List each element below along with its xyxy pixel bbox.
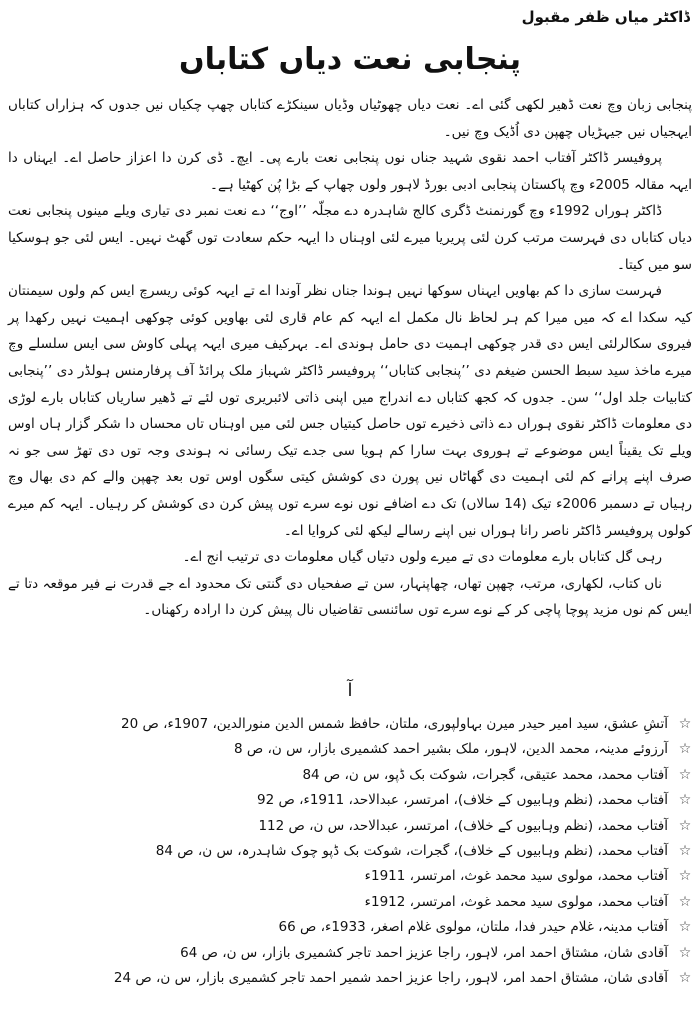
book-entry: آتشِ عشق، سید امیر حیدر میرن بہاولپوری، ملتان، حافظ شمس الدین منورالدین، 1907ء، ص 20 (121, 716, 668, 732)
list-item (0, 941, 700, 966)
book-entry: آفتاب محمد، (نظم وہابیوں کے خلاف)، امرتسر، عبدالاحد، س ن، ص 112 (258, 817, 668, 834)
list-item (0, 864, 700, 889)
star-icon: ☆ (678, 969, 692, 986)
paragraph: رہی گل کتاباں بارے معلومات دی تے میرے ولوں دتیاں گیاں معلومات دی ترتیب انج اے۔ (182, 549, 662, 566)
list-item (0, 915, 700, 940)
list-item (0, 763, 700, 788)
book-list (0, 712, 700, 991)
book-entry: آفتاب محمد، (نظم وہابیوں کے خلاف)، گجرات، شوکت بک ڈپو چوک شاہدرہ، س ن، ص 84 (155, 842, 668, 859)
book-entry: آفتاب محمد، محمد عتیقی، گجرات، شوکت بک ڈپو، س ن، ص 84 (302, 766, 668, 783)
section-letter: آ (347, 680, 353, 701)
star-icon: ☆ (678, 716, 692, 732)
author-name: ڈاکٹر میاں ظفر مقبول (521, 8, 690, 26)
star-icon: ☆ (678, 817, 692, 834)
book-entry: آقادی شان، مشتاق احمد امر، لاہور، راجا عزیز احمد شمیر احمد تاجر کشمیری بازار، س ن، ص 24 (113, 969, 668, 986)
star-icon: ☆ (678, 766, 692, 783)
star-icon: ☆ (678, 792, 692, 809)
paragraph: ناں کتاب، لکھاری، مرتب، چھپن تھاں، چھاپنہار، سن تے صفحیاں دی گنتی تک محدود اے جے قدرت نے فیر موقعہ دتا تے ایس کم نوں مزید پوچا پاچی کر کے نوے سرے توں سائنسی تقاضیاں نال پیش کرن دا ارادہ رکھناں۔ (8, 575, 692, 619)
book-entry: آقادی شان، مشتاق احمد امر، لاہور، راجا عزیز احمد تاجر کشمیری بازار، س ن، ص 64 (180, 944, 668, 961)
star-icon: ☆ (678, 919, 692, 936)
paragraph: پروفیسر ڈاکٹر آفتاب احمد نقوی شہید جناں نوں پنجابی نعت بارے پی۔ ایچ۔ ڈی کرن دا اعزاز حاصل اے۔ ایہناں دا ایہہ مقالہ 2005ء وچ پاکستان پنجابی ادبی بورڈ لاہور ولوں چھاپ کے بڑا پُن کھٹیا ہے۔ (8, 150, 692, 193)
article-title: پنجابی نعت دیاں کتاباں (179, 42, 521, 77)
paragraph: فہرست سازی دا کم بھاویں ایہناں سوکھا نہیں ہوندا جناں نظر آوندا اے تے ایہہ کوئی ریسرچ ایس کم ولوں سیمنتان کیہ سکدا اے کہ میں میرا کم ہر لحاظ نال مکمل اے ایہہ کم عام قاری لئی بھاویں کوئی چوکھی اہمیت نہیں رکھدا پر فیروی سکالرلئی ایس دی قدر چوکھی اہمیت دی حامل ہوندی اے۔ بہرکیف میری ایہہ پہلی کاوش سی ایس سلسلے وچ میرے ماخذ سید سبط الحسن ضیغم دی ’’پنجابی کتاباں‘‘ پروفیسر ڈاکٹر شہباز ملک پرائڈ آف پرفارمنس ہولڈر دی ’’پنجابی کتابیات جلد اول‘‘ سن۔ جدوں کہ کجھ کتاباں دے اندراج میں اپنی ذاتی لائبریری توں لئے تے ڈھیر ساریاں کتاباں بارے لوڑی دی معلومات ڈاکٹر نقوی ہوراں دے ذاتی ذخیرے توں حاصل کیتیاں جس لئی میں اوہناں تاں محساں دا شکر گزار ہاں اوس ویلے تک یقیناً ایس موضوعے تے ہوروی بہت سارا کم ہویا سی جدے تیک رسائی نہ ہوندی وجہ توں دی تھڑ سی جو نہ صرف اپنے پرانے کم لئی اہمیت دی گھاٹاں نیں پورن دی کوشش کیتی سگوں اوس توں بعد چھپن والے کم دی بھال وچ رہیاں تے دسمبر 2006ء تیک (14 سالاں) تک دے اضافے نوں نوے سرے توں پیش کرن دی کوشش کر رہیاں۔ ایہہ کم میرے کولوں پروفیسر ڈاکٹر ناصر رانا ہوراں نیں اپنے رسالے لیکھ لئی کروایا اے۔ (8, 283, 692, 539)
star-icon: ☆ (678, 868, 692, 885)
list-item (0, 814, 700, 839)
list-item (0, 737, 700, 762)
list-item (0, 839, 700, 864)
star-icon: ☆ (678, 842, 692, 859)
paragraph: ڈاکٹر ہوراں 1992ء وچ گورنمنٹ ڈگری کالج شاہدرہ دے مجلّہ ’’اوج‘‘ دے نعت نمبر دی تیاری ویلے مینوں پنجابی نعت دیاں کتاباں دی فہرست مرتب کرن لئی پریریا میرے لئی اوہناں دا ایہہ حکم سعادت توں گھٹ نہیں۔ ایس لئی جو ہوسکیا سو میں کیتا۔ (8, 203, 692, 273)
list-item (0, 788, 700, 813)
list-item (0, 890, 700, 915)
star-icon: ☆ (678, 893, 692, 910)
star-icon: ☆ (678, 741, 692, 758)
book-entry: آرزوئے مدینہ، محمد الدین، لاہور، ملک بشیر احمد کشمیری بازار، س ن، ص 8 (234, 741, 668, 758)
list-item (0, 712, 700, 737)
star-icon: ☆ (678, 944, 692, 961)
book-entry: آفتاب مدینہ، غلام حیدر فدا، ملتان، مولوی غلام اصغر، 1933ء، ص 66 (278, 919, 668, 936)
book-entry: آفتاب محمد، مولوی سید محمد غوث، امرتسر، 1912ء (364, 893, 668, 910)
list-item (0, 966, 700, 991)
article-body (8, 92, 692, 624)
paragraph: پنجابی زبان وچ نعت ڈھیر لکھی گئی اے۔ نعت دیاں چھوٹیاں وڈیاں سینکڑے کتاباں چھپ چکیاں نیں جدوں کہ ہزاراں کتاباں ایہجیاں نیں جیہڑیاں چھپن دی اُڈیک وچ نیں۔ (8, 97, 692, 140)
book-entry: آفتاب محمد، مولوی سید محمد غوث، امرتسر، 1911ء (364, 868, 668, 885)
book-entry: آفتاب محمد، (نظم وہابیوں کے خلاف)، امرتسر، عبدالاحد، 1911ء، ص 92 (257, 792, 668, 809)
